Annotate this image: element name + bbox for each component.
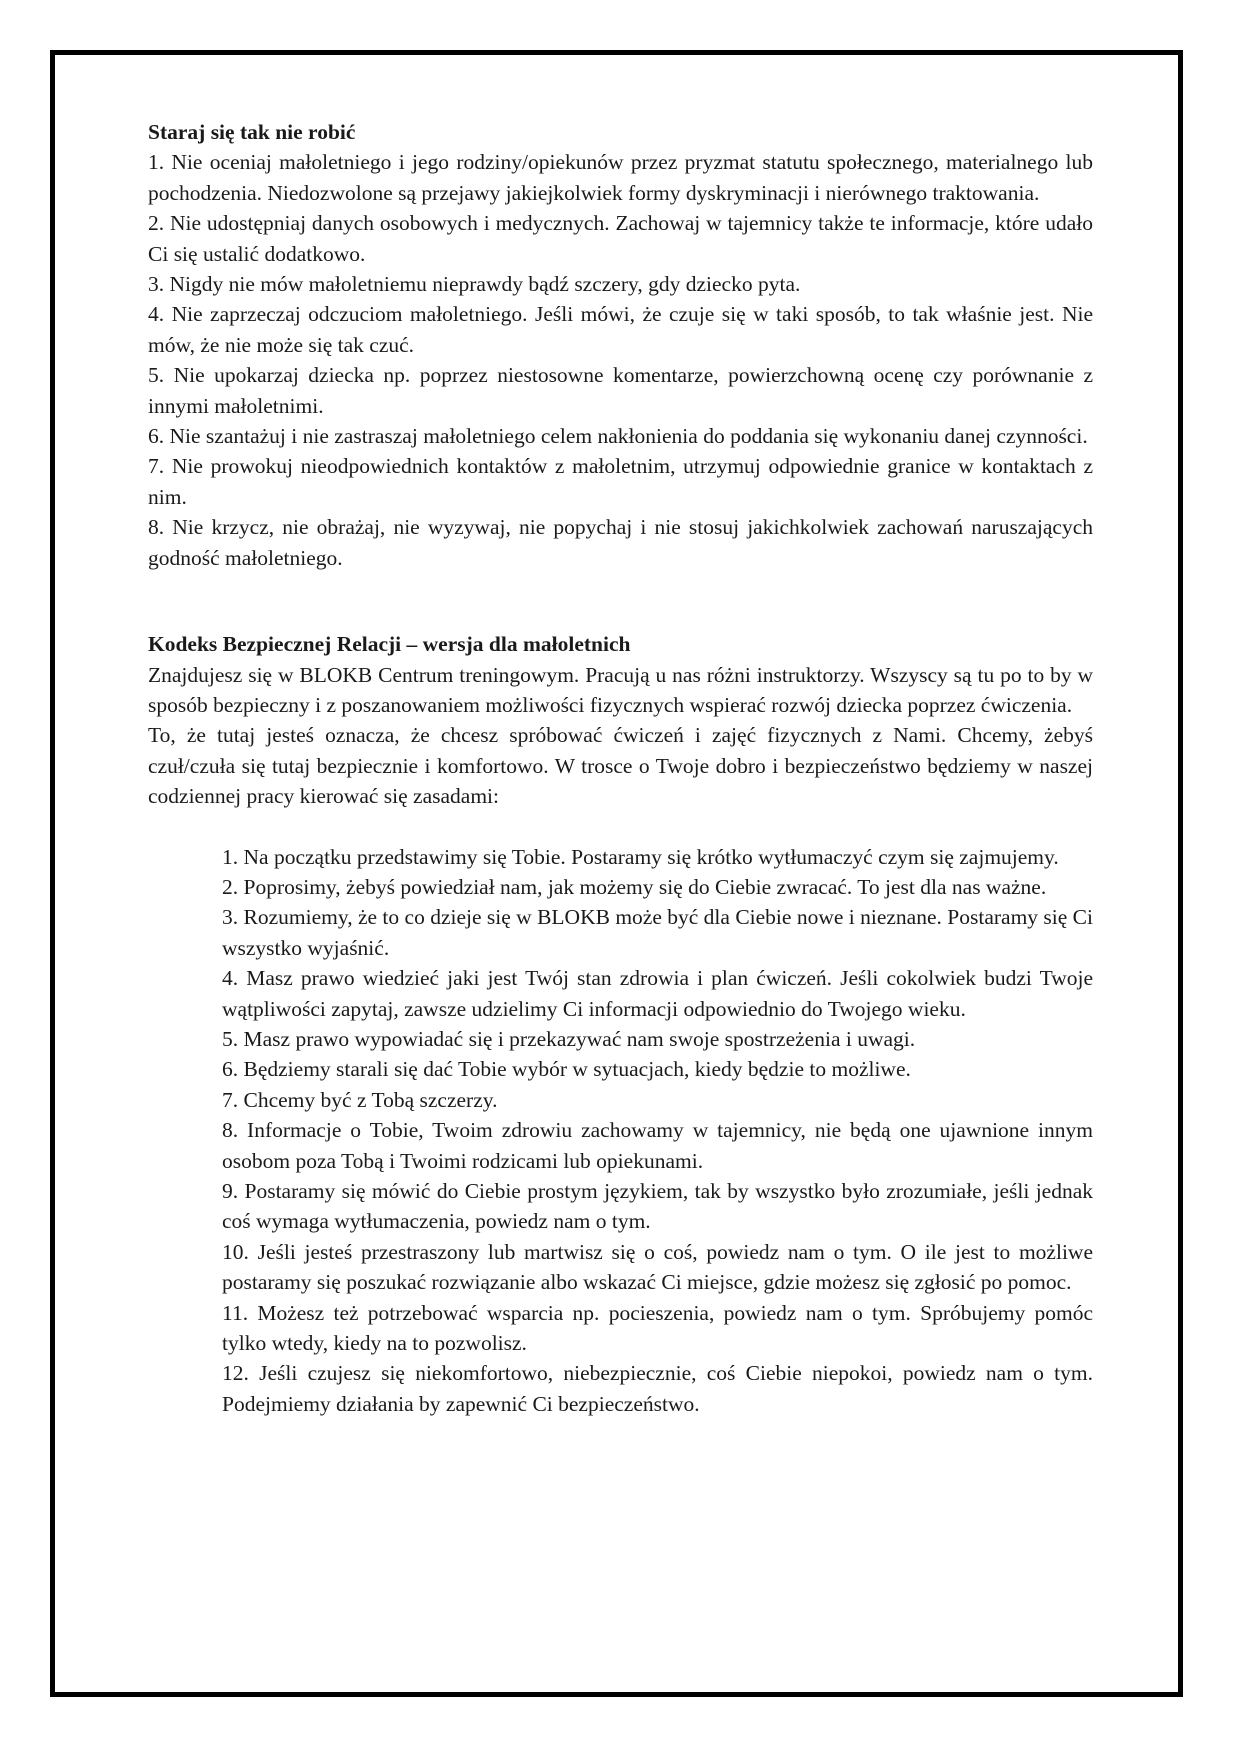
document-body xyxy=(148,117,1093,1419)
section-heading-code: Kodeks Bezpiecznej Relacji – wersja dla małoletnich xyxy=(148,632,631,657)
section-heading-dont: Staraj się tak nie robić xyxy=(148,120,356,144)
list-item: 1. Na początku przedstawimy się Tobie. Postaramy się krótko wytłumaczyć czym się zajmujemy. xyxy=(222,844,1059,869)
list-item: 7. Chcemy być z Tobą szczerzy. xyxy=(222,1087,498,1112)
list-item: 2. Nie udostępniaj danych osobowych i medycznych. Zachowaj w tajemnicy także te informacje, które udało Ci się ustalić dodatkowo. xyxy=(148,211,1093,266)
list-item: 3. Rozumiemy, że to co dzieje się w BLOKB może być dla Ciebie nowe i nieznane. Postaramy się Ci wszystko wyjaśnić. xyxy=(222,905,1093,960)
list-item: 8. Informacje o Tobie, Twoim zdrowiu zachowamy w tajemnicy, nie będą one ujawnione innym osobom poza Tobą i Twoimi rodzicami lub opiekunami. xyxy=(222,1118,1093,1173)
intro-paragraph: To, że tutaj jesteś oznacza, że chcesz spróbować ćwiczeń i zajęć fizycznych z Nami. Chcemy, żebyś czuł/czuła się tutaj bezpiecznie i komfortowo. W trosce o Twoje dobro i bezpieczeństwo będziemy w naszej codziennej pracy kierować się zasadami: xyxy=(148,723,1093,809)
list-item: 7. Nie prowokuj nieodpowiednich kontaktów z małoletnim, utrzymuj odpowiednie granice w kontaktach z nim. xyxy=(148,454,1093,509)
list-item: 4. Nie zaprzeczaj odczuciom małoletniego. Jeśli mówi, że czuje się w taki sposób, to tak właśnie jest. Nie mów, że nie może się tak czuć. xyxy=(148,302,1093,357)
list-item: 11. Możesz też potrzebować wsparcia np. pocieszenia, powiedz nam o tym. Spróbujemy pomóc tylko wtedy, kiedy na to pozwolisz. xyxy=(222,1300,1093,1356)
list-item: 3. Nigdy nie mów małoletniemu nieprawdy bądź szczery, gdy dziecko pyta. xyxy=(148,272,801,297)
list-item: 1. Nie oceniaj małoletniego i jego rodziny/opiekunów przez pryzmat statutu społecznego, materialnego lub pochodzenia. Niedozwolone są przejawy jakiejkolwiek formy dyskryminacji i nierównego traktowania. xyxy=(148,150,1093,205)
list-item: 2. Poprosimy, żebyś powiedział nam, jak możemy się do Ciebie zwracać. To jest dla nas ważne. xyxy=(222,874,1047,899)
list-item: 6. Nie szantażuj i nie zastraszaj małoletniego celem nakłonienia do poddania się wykonaniu danej czynności. xyxy=(148,424,1088,449)
list-item: 10. Jeśli jesteś przestraszony lub martwisz się o coś, powiedz nam o tym. O ile jest to możliwe postaramy się poszukać rozwiązanie albo wskazać Ci miejsce, gdzie możesz się zgłosić po pomoc. xyxy=(222,1239,1093,1295)
rules-list xyxy=(148,842,1093,1420)
list-item: 9. Postaramy się mówić do Ciebie prostym językiem, tak by wszystko było zrozumiałe, jeśli jednak coś wymaga wytłumaczenia, powiedz nam o tym. xyxy=(222,1179,1093,1234)
intro-paragraph: Znajdujesz się w BLOKB Centrum treningowym. Pracują u nas różni instruktorzy. Wszyscy są tu po to by w sposób bezpieczny i z poszanowaniem możliwości fizycznych wspierać rozwój dziecka poprzez ćwiczenia. xyxy=(148,662,1093,717)
list-item: 8. Nie krzycz, nie obrażaj, nie wyzywaj, nie popychaj i nie stosuj jakichkolwiek zachowań naruszających godność małoletniego. xyxy=(148,515,1093,570)
list-item: 6. Będziemy starali się dać Tobie wybór w sytuacjach, kiedy będzie to możliwe. xyxy=(222,1057,911,1082)
list-item: 12. Jeśli czujesz się niekomfortowo, niebezpiecznie, coś Ciebie niepokoi, powiedz nam o tym. Podejmiemy działania by zapewnić Ci bezpieczeństwo. xyxy=(222,1361,1093,1416)
list-item: 4. Masz prawo wiedzieć jaki jest Twój stan zdrowia i plan ćwiczeń. Jeśli cokolwiek budzi Twoje wątpliwości zapytaj, zawsze udzielimy Ci informacji odpowiednio do Twojego wieku. xyxy=(222,966,1093,1021)
list-item: 5. Nie upokarzaj dziecka np. poprzez niestosowne komentarze, powierzchowną ocenę czy porównanie z innymi małoletnimi. xyxy=(148,363,1093,418)
list-item: 5. Masz prawo wypowiadać się i przekazywać nam swoje spostrzeżenia i uwagi. xyxy=(222,1026,916,1051)
